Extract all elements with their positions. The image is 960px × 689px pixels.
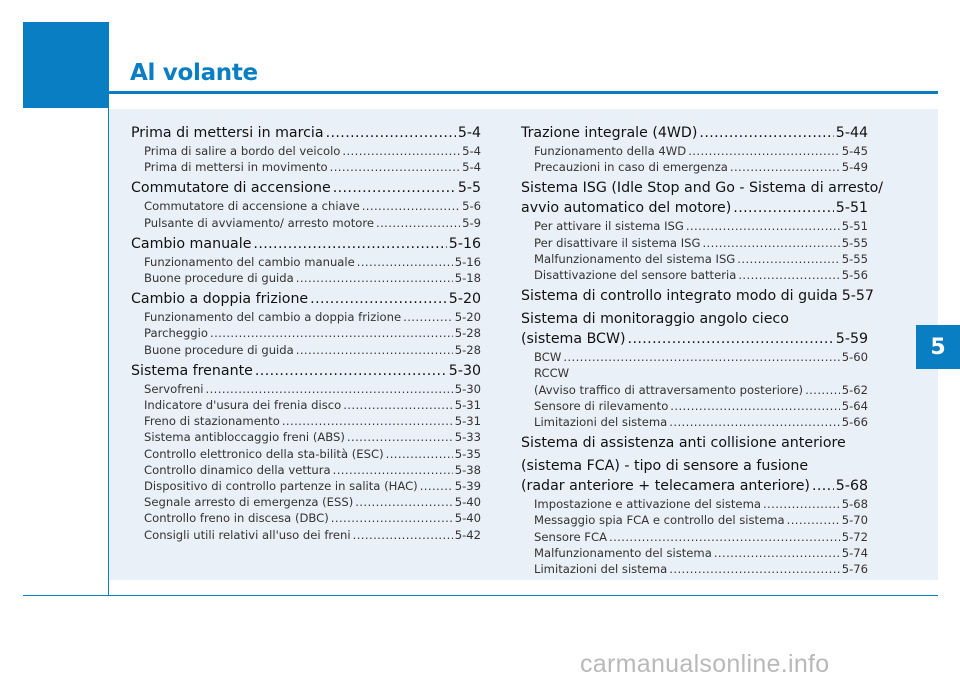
toc-subsection[interactable]: [131, 159, 481, 175]
dot-leader: [355, 494, 452, 510]
toc-subsection[interactable]: [521, 251, 868, 267]
entry-title: Per disattivare il sistema ISG: [534, 235, 701, 250]
page-number: 5-51: [835, 200, 868, 217]
entry-title: Buone procedure di guida: [144, 342, 294, 357]
page-number: 5-31: [454, 398, 481, 413]
toc-subsection[interactable]: [131, 527, 481, 543]
dot-leader: [702, 235, 839, 251]
page-number: 5-74: [841, 545, 868, 560]
dot-leader: [333, 462, 453, 478]
dot-leader: [763, 496, 840, 512]
dot-leader: [714, 545, 840, 561]
watermark: carmanualsonline.info: [580, 650, 830, 678]
dot-leader: [628, 329, 834, 349]
entry-title: (Avviso traffico di attraversamento posteriore): [534, 382, 804, 397]
entry-title: BCW: [534, 350, 562, 365]
page-number: 5-28: [454, 326, 481, 341]
toc-subsection[interactable]: [131, 478, 481, 494]
entry-title: Freno di stazionamento: [144, 414, 280, 429]
page-number: 5-16: [448, 235, 481, 252]
entry-title: Segnale arresto di emergenza (ESS): [144, 495, 354, 510]
page-number: 5-68: [835, 478, 868, 495]
dot-leader: [812, 476, 834, 496]
dot-leader: [326, 123, 456, 143]
page-number: 5-44: [835, 125, 868, 141]
page-number: 5-33: [454, 430, 481, 445]
page-number: 5-6: [462, 199, 481, 214]
entry-title: Controllo dinamico della vettura: [144, 462, 331, 477]
section-heading-line: Sistema di monitoraggio angolo cieco: [521, 311, 789, 328]
dot-leader: [688, 143, 840, 159]
page-number: 5-55: [841, 235, 868, 250]
entry-title: Disattivazione del sensore batteria: [534, 268, 737, 283]
entry-title: Limitazioni del sistema: [534, 415, 668, 430]
entry-title: Servofreni: [144, 381, 204, 396]
entry-title: avvio automatico del motore): [521, 200, 732, 217]
entry-title: Indicatore d'usura dei frenia disco: [144, 398, 342, 413]
page-number: 5-45: [841, 144, 868, 158]
section-heading-line: Sistema ISG (Idle Stop and Go - Sistema di arresto/: [521, 180, 884, 197]
toc-subsection[interactable]: [521, 159, 868, 175]
page-number: 5-40: [454, 495, 481, 510]
page-title: Al volante: [130, 60, 258, 86]
entry-title: Funzionamento del cambio a doppia frizione: [144, 310, 402, 325]
dot-leader: [206, 381, 453, 397]
toc-section[interactable]: [521, 476, 868, 496]
entry-title: Parcheggio: [144, 326, 208, 341]
toc-section[interactable]: [521, 198, 868, 218]
dot-leader: [331, 510, 453, 526]
dot-leader: [805, 382, 840, 398]
toc-subsection[interactable]: [131, 510, 481, 526]
dot-leader: [733, 198, 834, 218]
page-number: 5-4: [462, 160, 481, 175]
toc-subsection[interactable]: [131, 198, 481, 214]
toc-subsection[interactable]: [131, 215, 481, 231]
toc-subsection[interactable]: [521, 545, 868, 561]
dot-leader: [333, 178, 456, 198]
page-number: 5-5: [457, 180, 481, 197]
page-number: 5-35: [454, 446, 481, 461]
entry-title: Sistema di controllo integrato modo di guida: [521, 288, 838, 305]
entry-title: Consigli utili relativi all'uso dei freni: [144, 527, 351, 542]
dot-leader: [347, 429, 453, 445]
toc-subsection[interactable]: [131, 270, 481, 286]
dot-leader: [699, 123, 833, 143]
toc-left-column: [131, 123, 481, 543]
entry-title: Controllo freno in discesa (DBC): [144, 511, 329, 526]
toc-section[interactable]: [131, 178, 481, 198]
section-heading-line: Sistema di assistenza anti collisione anteriore: [521, 435, 846, 452]
page-number: 5-56: [841, 268, 868, 283]
page-number: 5-57: [841, 288, 874, 305]
page-number: 5-62: [841, 382, 868, 397]
dot-leader: [787, 512, 840, 528]
page-number: 5-49: [841, 160, 868, 175]
toc-subsection[interactable]: [131, 494, 481, 510]
entry-title: Sensore FCA: [534, 529, 607, 544]
dot-leader: [253, 234, 446, 254]
toc-subsection[interactable]: [521, 349, 868, 365]
toc-section[interactable]: [521, 286, 874, 306]
entry-title: Controllo elettronico della sta-bilità (ESC): [144, 446, 384, 461]
toc-subsection[interactable]: [131, 254, 481, 270]
page-number: 5-64: [841, 398, 868, 413]
page-number: 5-16: [454, 254, 481, 269]
toc-subsection[interactable]: [131, 429, 481, 445]
dot-leader: [670, 398, 839, 414]
chapter-tab[interactable]: 5: [916, 325, 960, 369]
page-number: 5-38: [454, 462, 481, 477]
entry-title: Limitazioni del sistema: [534, 562, 668, 577]
dot-leader: [330, 159, 460, 175]
toc-section[interactable]: [131, 234, 481, 254]
toc-subsection[interactable]: [521, 267, 868, 283]
entry-title: Funzionamento del cambio manuale: [144, 254, 355, 269]
dot-leader: [296, 342, 453, 358]
page-number: 5-72: [841, 529, 868, 544]
dot-leader: [730, 159, 840, 175]
toc-subsection[interactable]: [521, 398, 868, 414]
title-divider: [109, 91, 938, 94]
entry-title: Malfunzionamento del sistema: [534, 545, 712, 560]
entry-title: Cambio a doppia frizione: [131, 291, 309, 308]
page-number: 5-40: [454, 511, 481, 526]
entry-title: Sistema frenante: [131, 362, 253, 379]
page-number: 5-20: [448, 291, 481, 308]
subsection-line: RCCW: [534, 366, 570, 381]
toc-section[interactable]: [131, 361, 481, 381]
dot-leader: [296, 270, 453, 286]
page-number: 5-55: [841, 251, 868, 266]
dot-leader: [737, 251, 839, 267]
page-number: 5-66: [841, 415, 868, 430]
entry-title: Prima di mettersi in movimento: [144, 160, 328, 175]
entry-title: Dispositivo di controllo partenze in salita (HAC): [144, 479, 418, 494]
toc-subsection[interactable]: [521, 529, 868, 545]
dot-leader: [563, 349, 839, 365]
entry-title: Trazione integrale (4WD): [521, 125, 698, 141]
toc-subsection[interactable]: [131, 446, 481, 462]
dot-leader: [403, 309, 453, 325]
toc-subsection[interactable]: [521, 512, 868, 528]
entry-title: Cambio manuale: [131, 235, 252, 252]
page-number: 5-20: [454, 310, 481, 325]
dot-leader: [343, 397, 452, 413]
toc-section[interactable]: [131, 289, 481, 309]
toc-subsection[interactable]: [131, 413, 481, 429]
page-number: 5-9: [462, 215, 481, 230]
dot-leader: [362, 198, 460, 214]
header-color-block: [23, 22, 109, 108]
entry-title: (radar anteriore + telecamera anteriore): [521, 478, 810, 495]
entry-title: Messaggio spia FCA e controllo del sistema: [534, 513, 785, 528]
page-number: 5-18: [454, 271, 481, 286]
toc-section[interactable]: [521, 123, 868, 143]
page-number: 5-76: [841, 562, 868, 577]
dot-leader: [353, 527, 453, 543]
toc-subsection[interactable]: [521, 414, 868, 430]
entry-title: Buone procedure di guida: [144, 271, 294, 286]
page-number: 5-51: [841, 219, 868, 234]
toc-subsection[interactable]: [521, 382, 868, 398]
dot-leader: [669, 561, 839, 577]
dot-leader: [342, 143, 460, 159]
toc-section[interactable]: [131, 123, 481, 143]
entry-title: Sensore di rilevamento: [534, 398, 669, 413]
entry-title: Precauzioni in caso di emergenza: [534, 160, 728, 175]
toc-section[interactable]: [521, 329, 868, 349]
toc-subsection[interactable]: [521, 496, 868, 512]
dot-leader: [609, 529, 840, 545]
page-number: 5-59: [835, 331, 868, 348]
entry-title: Pulsante di avviamento/ arresto motore: [144, 215, 374, 230]
toc-subsection[interactable]: [131, 309, 481, 325]
page-number: 5-39: [454, 479, 481, 494]
dot-leader: [357, 254, 453, 270]
entry-title: Commutatore di accensione a chiave: [144, 199, 360, 214]
page-number: 5-31: [454, 414, 481, 429]
dot-leader: [210, 325, 453, 341]
section-heading-line: (sistema FCA) - tipo di sensore a fusione: [521, 458, 809, 475]
dot-leader: [282, 413, 453, 429]
toc-subsection[interactable]: [131, 381, 481, 397]
toc-subsection[interactable]: [521, 218, 868, 234]
entry-title: Sistema antibloccaggio freni (ABS): [144, 430, 345, 445]
entry-title: Prima di salire a bordo del veicolo: [144, 144, 341, 158]
entry-title: (sistema BCW): [521, 331, 626, 348]
toc-right-column: [521, 123, 884, 577]
toc-subsection[interactable]: [521, 561, 868, 577]
toc-subsection[interactable]: [131, 143, 481, 159]
dot-leader: [420, 478, 453, 494]
dot-leader: [669, 414, 839, 430]
toc-subsection[interactable]: [131, 342, 481, 358]
page-number: 5-70: [841, 513, 868, 528]
dot-leader: [376, 215, 460, 231]
dot-leader: [310, 289, 447, 309]
page-number: 5-30: [454, 381, 481, 396]
toc-subsection[interactable]: [521, 235, 868, 251]
dot-leader: [686, 218, 840, 234]
page-number: 5-60: [841, 350, 868, 365]
entry-title: Malfunzionamento del sistema ISG: [534, 251, 736, 266]
page-number: 5-4: [457, 125, 481, 141]
toc-subsection[interactable]: [131, 397, 481, 413]
entry-title: Per attivare il sistema ISG: [534, 219, 684, 234]
entry-title: Funzionamento della 4WD: [534, 144, 687, 158]
entry-title: Commutatore di accensione: [131, 180, 331, 197]
page-number: 5-28: [454, 342, 481, 357]
page-number: 5-42: [454, 527, 481, 542]
bottom-divider: [23, 595, 938, 596]
page-number: 5-4: [462, 144, 481, 158]
dot-leader: [255, 361, 447, 381]
page-number: 5-68: [841, 497, 868, 512]
entry-title: Impostazione e attivazione del sistema: [534, 497, 761, 512]
toc-subsection[interactable]: [131, 325, 481, 341]
dot-leader: [386, 446, 453, 462]
entry-title: Prima di mettersi in marcia: [131, 125, 324, 141]
dot-leader: [738, 267, 839, 283]
page-number: 5-30: [448, 362, 481, 379]
toc-subsection[interactable]: [131, 462, 481, 478]
toc-subsection[interactable]: [521, 143, 868, 159]
